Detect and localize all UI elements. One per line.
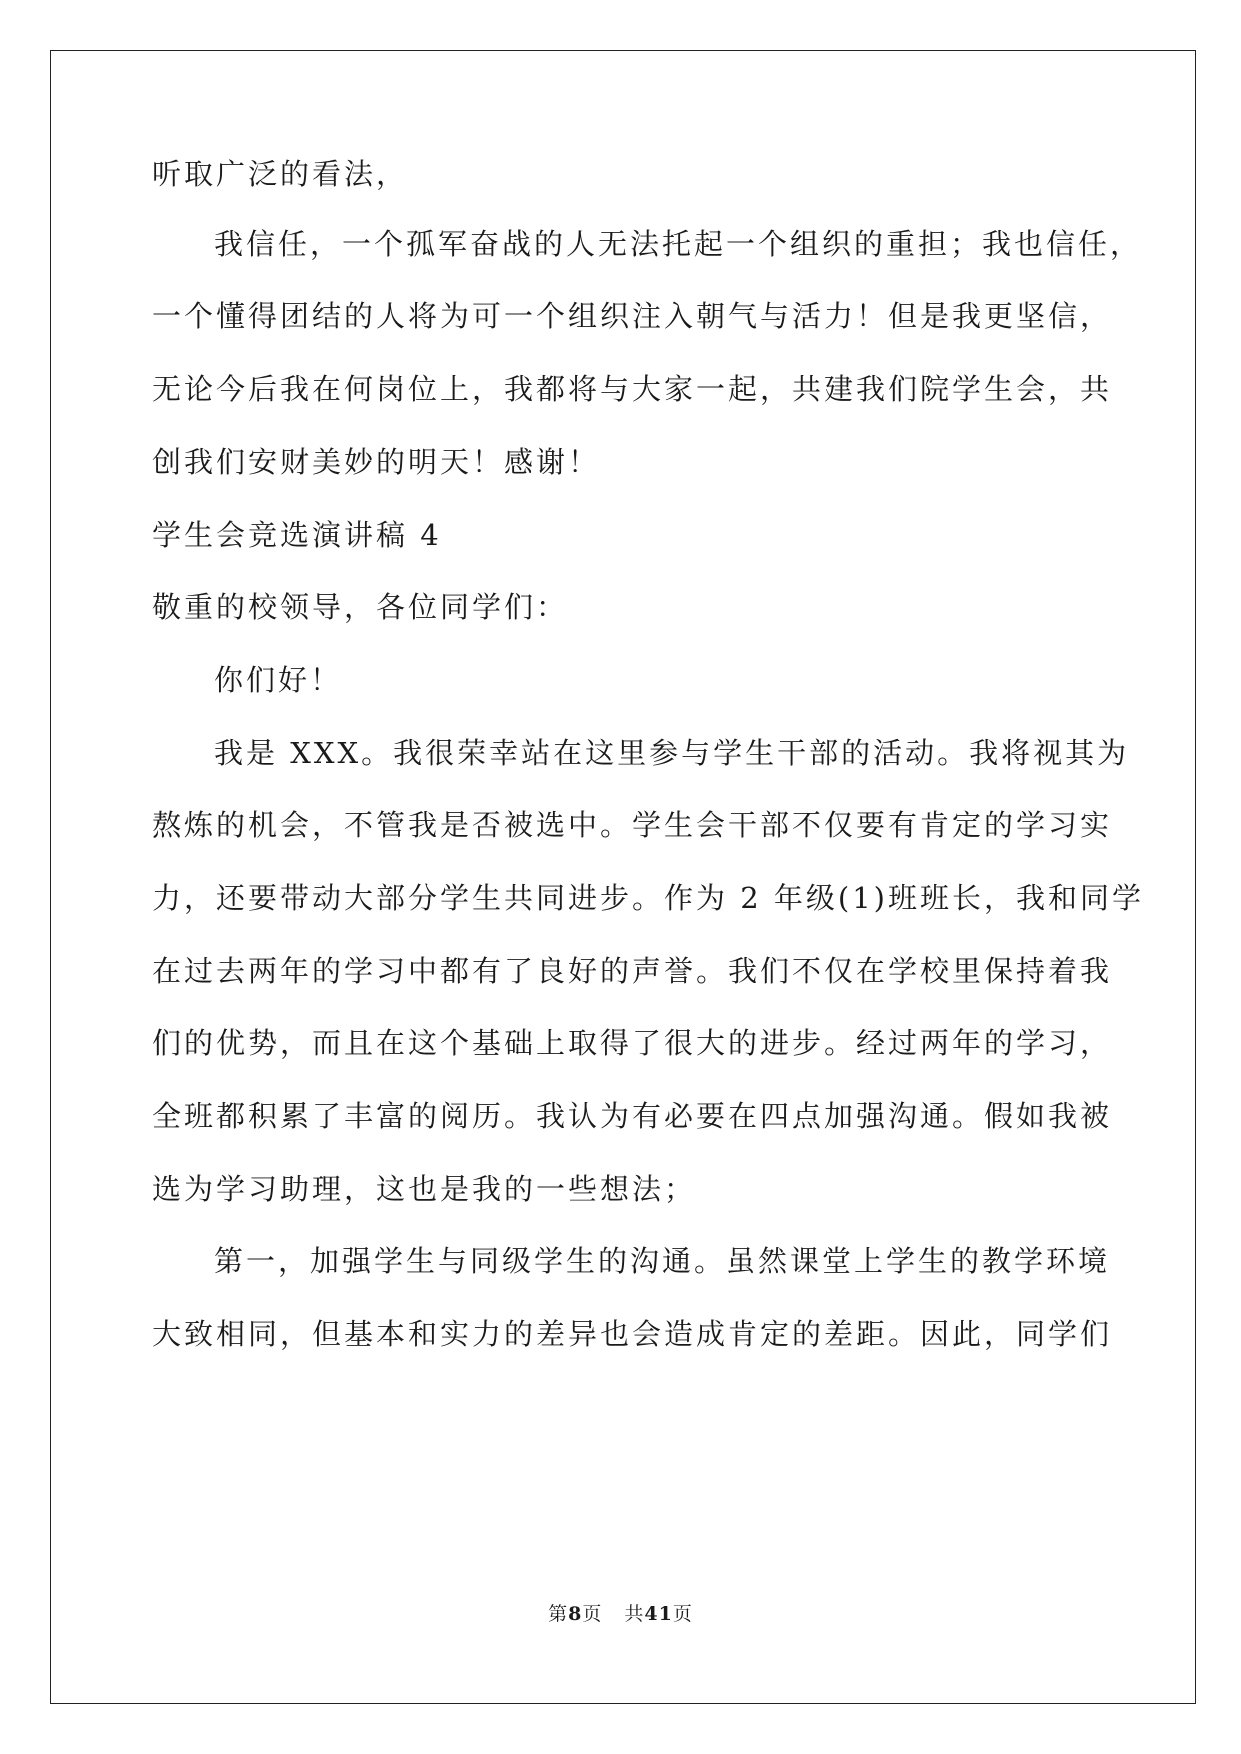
page-footer [0, 1602, 1241, 1626]
total-label-suffix: 页 [672, 1603, 693, 1625]
salutation: 敬重的校领导，各位同学们： [152, 590, 569, 624]
paragraph-line: 听取广泛的看法， [152, 157, 409, 191]
paragraph-line: 大致相同，但基本和实力的差异也会造成肯定的差距。因此，同学们 [152, 1317, 1113, 1351]
paragraph-line: 在过去两年的学习中都有了良好的声誉。我们不仅在学校里保持着我 [152, 954, 1113, 988]
paragraph-line: 创我们安财美妙的明天！感谢！ [152, 445, 601, 479]
page-label-suffix: 页 [582, 1603, 603, 1625]
paragraph-line: 熬炼的机会，不管我是否被选中。学生会干部不仅要有肯定的学习实 [152, 808, 1113, 842]
paragraph-line: 一个懂得团结的人将为可一个组织注入朝气与活力！但是我更坚信， [152, 299, 1113, 333]
paragraph-line: 我是 XXX。我很荣幸站在这里参与学生干部的活动。我将视其为 [214, 736, 1130, 770]
greeting: 你们好！ [214, 663, 343, 697]
paragraph-line: 全班都积累了丰富的阅历。我认为有必要在四点加强沟通。假如我被 [152, 1099, 1113, 1133]
page-label-prefix: 第 [548, 1603, 569, 1625]
paragraph-line: 我信任，一个孤军奋战的人无法托起一个组织的重担；我也信任， [214, 227, 1143, 261]
total-pages: 41 [644, 1603, 673, 1625]
paragraph-line: 无论今后我在何岗位上，我都将与大家一起，共建我们院学生会，共 [152, 372, 1113, 406]
section-heading: 学生会竞选演讲稿 4 [152, 518, 442, 552]
paragraph-line: 力，还要带动大部分学生共同进步。作为 2 年级(1)班班长，我和同学 [152, 881, 1144, 915]
page-number: 8 [568, 1603, 583, 1625]
paragraph-line: 选为学习助理，这也是我的一些想法； [152, 1172, 697, 1206]
paragraph-line: 们的优势，而且在这个基础上取得了很大的进步。经过两年的学习， [152, 1026, 1113, 1060]
total-label-prefix: 共 [624, 1603, 645, 1625]
paragraph-line: 第一，加强学生与同级学生的沟通。虽然课堂上学生的教学环境 [214, 1244, 1111, 1278]
